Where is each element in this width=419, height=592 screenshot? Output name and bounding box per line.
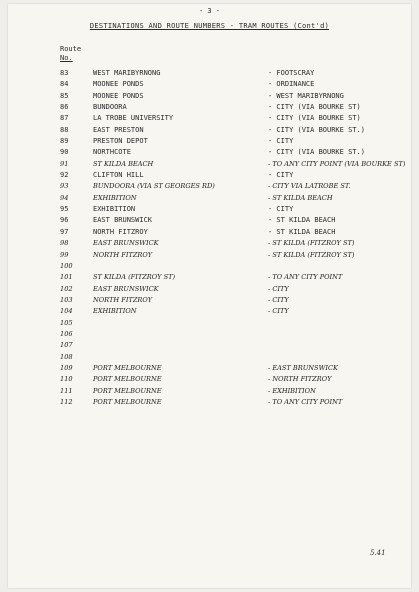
table-row <box>8 68 411 79</box>
route-number: 88 <box>60 125 69 134</box>
route-list <box>8 68 411 408</box>
table-row <box>8 340 411 351</box>
route-number: 111 <box>60 386 73 395</box>
table-row <box>8 204 411 215</box>
route-destination: - ST KILDA BEACH <box>268 193 333 202</box>
route-number: 102 <box>60 284 73 293</box>
route-number: 106 <box>60 329 73 338</box>
route-number: 96 <box>60 216 69 225</box>
route-destination: - TO ANY CITY POINT (VIA BOURKE ST) <box>268 159 406 168</box>
route-origin: NORTH FITZROY <box>93 250 153 259</box>
route-origin: WEST MARIBYRNONG <box>93 69 161 77</box>
route-origin: ST KILDA (FITZROY ST) <box>93 273 176 282</box>
route-number: 97 <box>60 227 69 236</box>
route-number: 90 <box>60 148 69 157</box>
table-row <box>8 250 411 261</box>
route-number: 101 <box>60 273 73 282</box>
route-number: 89 <box>60 137 69 146</box>
route-number: 84 <box>60 80 69 89</box>
table-row <box>8 238 411 249</box>
table-row <box>8 181 411 192</box>
route-origin: PORT MELBOURNE <box>93 386 162 395</box>
route-origin: BUNDOORA <box>93 103 127 112</box>
page-heading: DESTINATIONS AND ROUTE NUMBERS - TRAM ROUTES (Cont'd) <box>89 22 330 30</box>
table-row <box>8 215 411 226</box>
route-number: 83 <box>60 69 69 77</box>
route-destination: - WEST MARIBYRNONG <box>268 91 344 100</box>
route-origin: NORTH FITZROY <box>93 227 148 236</box>
route-origin: ST KILDA BEACH <box>93 159 154 168</box>
route-origin: LA TROBE UNIVERSITY <box>93 114 174 123</box>
table-row <box>8 227 411 238</box>
route-destination: - CITY <box>268 171 294 180</box>
route-column-header: Route <box>60 45 82 53</box>
route-origin: MOONEE PONDS <box>93 91 144 100</box>
table-row <box>8 79 411 90</box>
route-destination: - CITY <box>268 284 289 293</box>
document-page <box>8 4 411 588</box>
route-number: 103 <box>60 295 73 304</box>
table-row <box>8 159 411 170</box>
route-number: 110 <box>60 375 73 384</box>
route-destination: - TO ANY CITY POINT <box>268 397 343 406</box>
route-destination: - ST KILDA (FITZROY ST) <box>268 250 355 259</box>
route-destination: - CITY (VIA BOURKE ST) <box>268 114 361 123</box>
table-row <box>8 352 411 363</box>
table-row <box>8 102 411 113</box>
route-number: 108 <box>60 352 73 361</box>
route-destination: - FOOTSCRAY <box>268 69 315 77</box>
route-number: 92 <box>60 171 69 180</box>
route-no-column-header: No. <box>60 54 73 62</box>
route-destination: - CITY <box>268 307 289 316</box>
route-number: 85 <box>60 91 69 100</box>
route-destination: - TO ANY CITY POINT <box>268 273 343 282</box>
route-origin: EXHIBITION <box>93 193 137 202</box>
route-origin: EXHIBITION <box>93 205 136 214</box>
route-number: 104 <box>60 307 73 316</box>
route-destination: - CITY (VIA BOURKE ST.) <box>268 148 365 157</box>
route-number: 93 <box>60 182 69 191</box>
route-destination: - ST KILDA (FITZROY ST) <box>268 239 355 248</box>
table-row <box>8 261 411 272</box>
table-row <box>8 91 411 102</box>
route-destination: - CITY VIA LATROBE ST. <box>268 182 351 191</box>
route-destination: - CITY <box>268 295 289 304</box>
route-number: 99 <box>60 250 69 259</box>
route-origin: BUNDOORA (VIA ST GEORGES RD) <box>93 182 215 191</box>
table-row <box>8 295 411 306</box>
route-destination: - NORTH FITZROY <box>268 375 332 384</box>
table-row <box>8 329 411 340</box>
route-origin: EAST BRUNSWICK <box>93 239 159 248</box>
route-number: 87 <box>60 114 69 123</box>
route-origin: PORT MELBOURNE <box>93 397 162 406</box>
table-row <box>8 284 411 295</box>
table-row <box>8 193 411 204</box>
table-row <box>8 272 411 283</box>
table-row <box>8 374 411 385</box>
route-origin: NORTH FITZROY <box>93 295 153 304</box>
route-number: 105 <box>60 318 73 327</box>
route-number: 112 <box>60 397 73 406</box>
route-origin: CLIFTON HILL <box>93 171 144 180</box>
table-row <box>8 306 411 317</box>
route-origin: EXHIBITION <box>93 307 137 316</box>
signature-date: 5.41 <box>370 549 386 557</box>
route-number: 107 <box>60 341 73 350</box>
route-number: 94 <box>60 193 69 202</box>
table-row <box>8 170 411 181</box>
table-row <box>8 363 411 374</box>
route-destination: - ST KILDA BEACH <box>268 216 336 225</box>
route-origin: EAST BRUNSWICK <box>93 284 159 293</box>
table-row <box>8 318 411 329</box>
route-origin: NORTHCOTE <box>93 148 131 157</box>
page-number: - 3 - <box>198 7 221 15</box>
route-number: 91 <box>60 159 69 168</box>
route-origin: PRESTON DEPOT <box>93 137 148 146</box>
route-origin: PORT MELBOURNE <box>93 363 162 372</box>
route-origin: EAST PRESTON <box>93 125 144 134</box>
table-row <box>8 147 411 158</box>
route-origin: MOONEE PONDS <box>93 80 144 89</box>
route-destination: - EXHIBITION <box>268 386 316 395</box>
route-destination: - CITY <box>268 205 294 214</box>
route-number: 98 <box>60 239 69 248</box>
table-row <box>8 397 411 408</box>
table-row <box>8 386 411 397</box>
table-row <box>8 136 411 147</box>
route-number: 95 <box>60 205 69 214</box>
route-destination: - EAST BRUNSWICK <box>268 363 338 372</box>
route-destination: - CITY (VIA BOURKE ST.) <box>268 125 365 134</box>
route-number: 109 <box>60 363 73 372</box>
route-origin: PORT MELBOURNE <box>93 375 162 384</box>
route-destination: - ST KILDA BEACH <box>268 227 336 236</box>
table-row <box>8 113 411 124</box>
route-destination: - CITY <box>268 137 294 146</box>
route-destination: - CITY (VIA BOURKE ST) <box>268 103 361 112</box>
route-number: 100 <box>60 261 73 270</box>
table-row <box>8 125 411 136</box>
route-origin: EAST BRUNSWICK <box>93 216 153 225</box>
route-destination: - ORDINANCE <box>268 80 315 89</box>
route-number: 86 <box>60 103 69 112</box>
